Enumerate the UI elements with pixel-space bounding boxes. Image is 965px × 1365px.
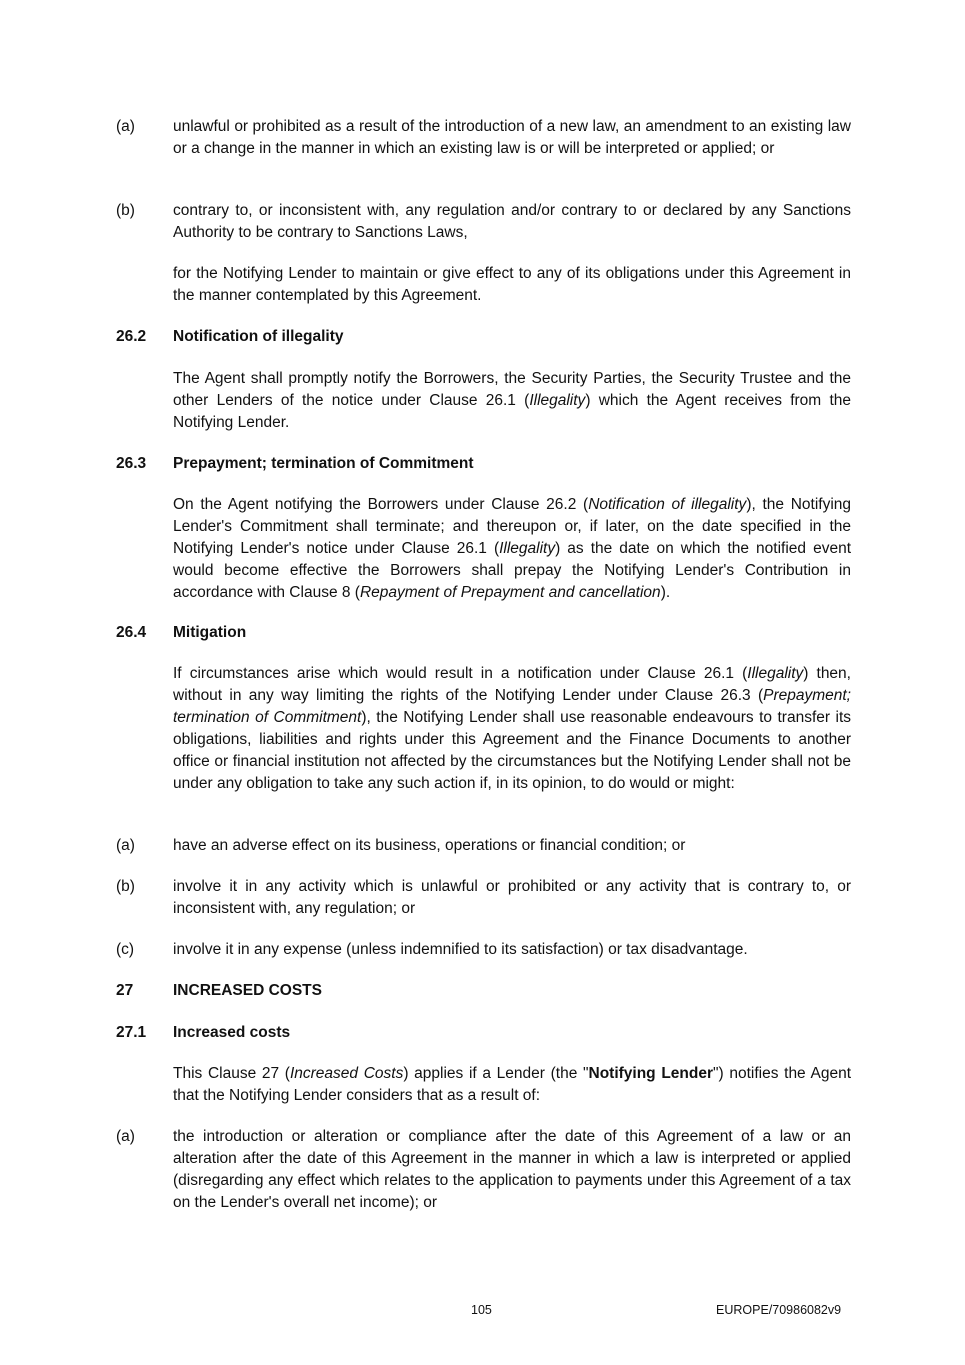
section-title: INCREASED COSTS [173, 982, 322, 999]
paragraph: On the Agent notifying the Borrowers under Clause 26.2 (Notification of illegality), the Notifying Lender's Commitment shall terminate; and thereupon or, if later, on the date specified in the Notifying Lender's notice under Clause 26.1 (Illegality) as the date on which the notified event would become effective the Borrowers shall prepay the Notifying Lender's Contribution in accordance with Clause 8 (Repayment of Prepayment and cancellation). [173, 496, 852, 601]
paragraph: If circumstances arise which would result in a notification under Clause 26.1 (Illegality) then, without in any way limiting the rights of the Notifying Lender under Clause 26.3 (Prepayment; termination of Commitment), the Notifying Lender shall use reasonable endeavours to transfer its obligations, liabilities and rights under this Agreement and the Finance Documents to another office or financial institution not affected by the circumstances but the Notifying Lender shall not be under any obligation to take any such action if, in its opinion, to do would or might: [173, 665, 851, 792]
paragraph: The Agent shall promptly notify the Borrowers, the Security Parties, the Security Trustee and the other Lenders of the notice under Clause 26.1 (Illegality) which the Agent receives from the Notifying Lender. [173, 370, 851, 431]
item-label: (a) [116, 1128, 135, 1145]
paragraph: for the Notifying Lender to maintain or give effect to any of its obligations under this Agreement in the manner contemplated by this Agreement. [173, 265, 851, 304]
item-text: contrary to, or inconsistent with, any regulation and/or contrary to or declared by any Sanctions Authority to be contrary to Sanctions Laws, [173, 202, 851, 241]
item-label: (c) [116, 941, 135, 958]
item-label: (a) [116, 118, 135, 135]
item-label: (b) [116, 878, 135, 895]
section-number: 27 [116, 982, 134, 999]
section-number: 26.2 [116, 328, 147, 345]
page-number: 105 [471, 1303, 492, 1317]
section-number: 26.3 [116, 455, 147, 472]
item-text: have an adverse effect on its business, operations or financial condition; or [173, 837, 686, 854]
document-reference: EUROPE/70986082v9 [716, 1303, 842, 1317]
item-label: (b) [116, 202, 135, 219]
section-number: 27.1 [116, 1024, 147, 1041]
section-number: 26.4 [116, 624, 147, 641]
section-title: Mitigation [173, 624, 247, 641]
section-title: Increased costs [173, 1024, 291, 1041]
section-title: Notification of illegality [173, 328, 344, 345]
item-text: unlawful or prohibited as a result of the introduction of a new law, an amendment to an existing law or a change in the manner in which an existing law is or will be interpreted or applied; or [173, 118, 851, 157]
item-text: involve it in any activity which is unlawful or prohibited or any activity that is contrary to, or inconsistent with, any regulation; or [173, 878, 851, 917]
item-text: involve it in any expense (unless indemnified to its satisfaction) or tax disadvantage. [173, 941, 748, 958]
item-label: (a) [116, 837, 135, 854]
item-text: the introduction or alteration or compliance after the date of this Agreement of a law or an alteration after the date of this Agreement in the manner in which a law is interpreted or applied (disregarding any effect which relates to the application to payments under this Agreement of a tax on the Lender's overall net income); or [173, 1128, 851, 1211]
section-title: Prepayment; termination of Commitment [173, 455, 474, 472]
paragraph: This Clause 27 (Increased Costs) applies if a Lender (the "Notifying Lender") notifies the Agent that the Notifying Lender considers that as a result of: [173, 1065, 852, 1104]
